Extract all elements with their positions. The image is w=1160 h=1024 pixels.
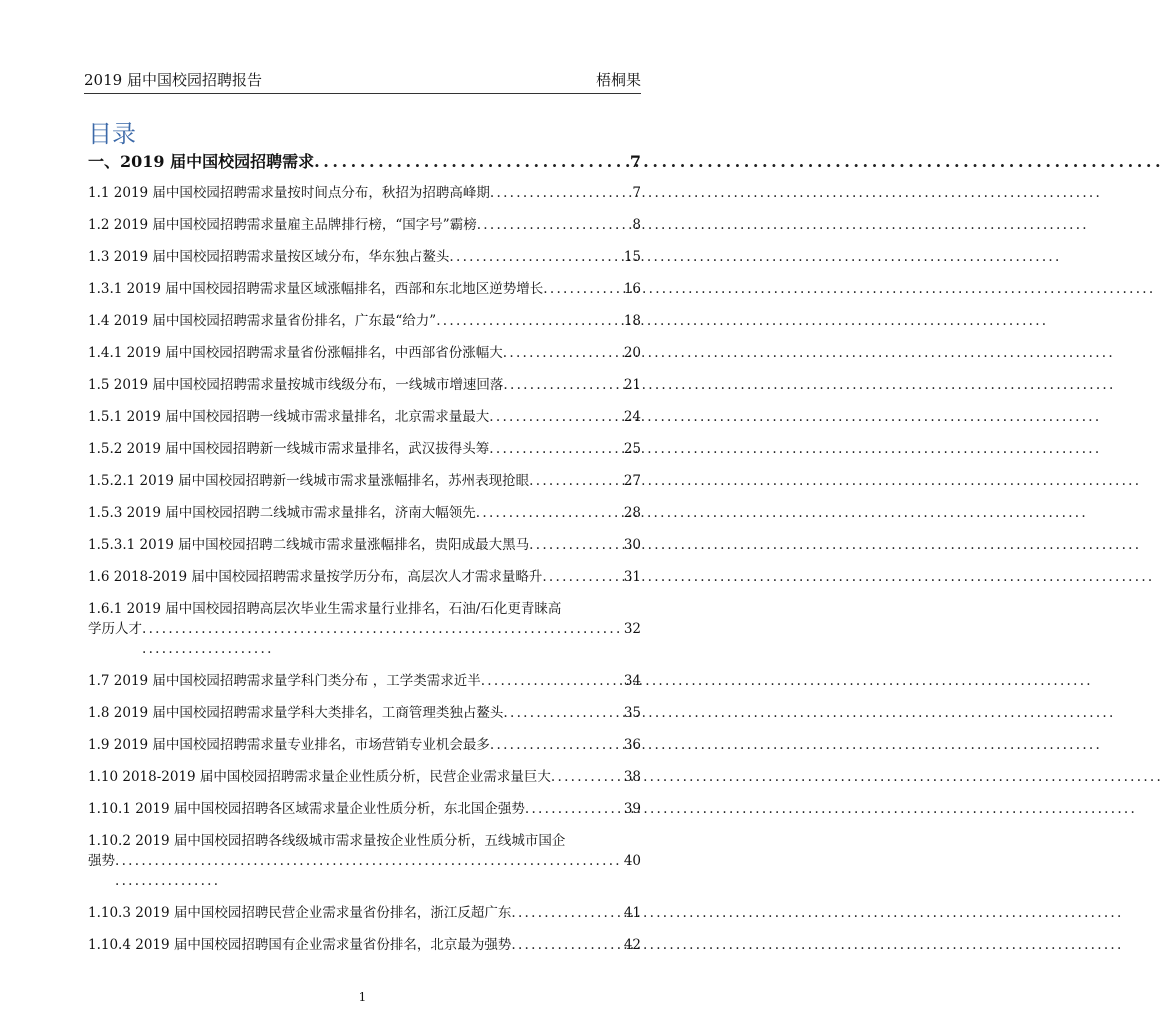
toc-entry-title: 1.3 2019 届中国校园招聘需求量按区域分布，华东独占鳌头 <box>88 249 450 265</box>
toc-entry-title: 1.5.3 2019 届中国校园招聘二线城市需求量排名，济南大幅领先 <box>88 505 476 521</box>
toc-entry-title: 1.9 2019 届中国校园招聘需求量专业排名，市场营销专业机会最多 <box>88 737 490 753</box>
toc-entry-page: 38 <box>623 769 641 785</box>
toc-title: 目录 <box>88 120 136 148</box>
toc-entry-page: 16 <box>623 281 641 297</box>
toc-entry[interactable] <box>88 728 641 760</box>
toc-entry-title: 1.2 2019 届中国校园招聘需求量雇主品牌排行榜，“国字号”霸榜 <box>88 217 477 233</box>
toc-entry-title: 1.6.1 2019 届中国校园招聘高层次毕业生需求量行业排名，石油/石化更青睐高 <box>88 601 562 617</box>
toc-entry[interactable] <box>88 150 641 176</box>
toc-entry[interactable] <box>88 696 641 728</box>
toc-entry-title: 1.5.1 2019 届中国校园招聘一线城市需求量排名，北京需求量最大 <box>88 409 490 425</box>
toc-entry-page: 18 <box>623 313 641 329</box>
toc-entry[interactable] <box>88 896 641 928</box>
toc-leader-dots <box>543 279 620 299</box>
toc-entry-title: 1.10.1 2019 届中国校园招聘各区域需求量企业性质分析，东北国企强势 <box>88 801 525 817</box>
toc-entry-page: 7 <box>632 185 641 201</box>
toc-leader-dots <box>436 311 620 331</box>
toc-entry[interactable] <box>88 464 641 496</box>
toc-leader-dots <box>511 935 619 955</box>
toc-leader-dots <box>503 703 619 723</box>
toc-leader-dots <box>476 503 620 523</box>
toc-leader-dots <box>503 375 619 395</box>
toc-leader-dots <box>490 183 628 203</box>
toc-entry[interactable] <box>88 336 641 368</box>
toc-leader-dots <box>314 152 626 172</box>
toc-entry-page: 40 <box>623 853 641 869</box>
toc-entry[interactable] <box>88 528 641 560</box>
header-brand: 梧桐果 <box>595 71 641 89</box>
toc-entry-title: 一、2019 届中国校园招聘需求 <box>88 152 315 171</box>
toc-leader-dots <box>142 619 620 659</box>
toc-entry[interactable] <box>88 592 641 664</box>
toc-entry[interactable] <box>88 664 641 696</box>
toc-leader-dots <box>490 735 620 755</box>
toc-entry-title: 1.5.2.1 2019 届中国校园招聘新一线城市需求量涨幅排名，苏州表现抢眼 <box>88 473 530 489</box>
toc-leader-dots <box>503 343 620 363</box>
toc-entry[interactable] <box>88 368 641 400</box>
toc-entry-title: 1.8 2019 届中国校园招聘需求量学科大类排名，工商管理类独占鳌头 <box>88 705 504 721</box>
toc-entry-page: 31 <box>623 569 641 585</box>
toc-entry-title: 1.1 2019 届中国校园招聘需求量按时间点分布，秋招为招聘高峰期 <box>88 185 490 201</box>
toc-entry-page: 39 <box>623 801 641 817</box>
toc-entry[interactable] <box>88 560 641 592</box>
toc-entry-page: 15 <box>623 249 641 265</box>
toc-entry-page: 30 <box>623 537 641 553</box>
toc-entry[interactable] <box>88 928 641 960</box>
toc-entry-page: 36 <box>623 737 641 753</box>
toc-entry[interactable] <box>88 824 641 896</box>
toc-entry-page: 24 <box>623 409 641 425</box>
toc-entry-title: 1.10.3 2019 届中国校园招聘民营企业需求量省份排名，浙江反超广东 <box>88 905 512 921</box>
toc-entry-title: 1.10 2018-2019 届中国校园招聘需求量企业性质分析，民营企业需求量巨大 <box>88 769 551 785</box>
toc-leader-dots <box>511 903 619 923</box>
toc-leader-dots <box>115 851 620 891</box>
toc-leader-dots <box>489 407 620 427</box>
toc-entry-page: 28 <box>623 505 641 521</box>
toc-entry[interactable] <box>88 208 641 240</box>
toc-entry-title: 1.10.2 2019 届中国校园招聘各线级城市需求量按企业性质分析，五线城市国企 <box>88 833 566 849</box>
toc-leader-dots <box>477 215 629 235</box>
toc-entry-page: 35 <box>623 705 641 721</box>
toc-leader-dots <box>489 439 620 459</box>
toc-entry-page: 21 <box>623 377 641 393</box>
table-of-contents <box>88 150 641 960</box>
toc-entry-title-continued: 学历人才 <box>88 621 142 637</box>
header-report-title: 2019 届中国校园招聘报告 <box>84 71 262 89</box>
toc-leader-dots <box>529 535 620 555</box>
page-number: 1 <box>358 990 367 1004</box>
toc-entry-title: 1.10.4 2019 届中国校园招聘国有企业需求量省份排名，北京最为强势 <box>88 937 512 953</box>
toc-entry[interactable] <box>88 272 641 304</box>
toc-leader-dots <box>542 567 619 587</box>
toc-entry-page: 7 <box>629 152 641 171</box>
toc-leader-dots <box>525 799 620 819</box>
toc-leader-dots <box>529 471 620 491</box>
toc-entry-page: 32 <box>623 621 641 637</box>
toc-entry-title: 1.5.3.1 2019 届中国校园招聘二线城市需求量涨幅排名，贵阳成最大黑马 <box>88 537 530 553</box>
toc-entry-page: 34 <box>623 673 641 689</box>
toc-entry[interactable] <box>88 432 641 464</box>
toc-leader-dots <box>551 767 620 787</box>
toc-entry-page: 20 <box>623 345 641 361</box>
page-header <box>84 64 641 94</box>
toc-entry[interactable] <box>88 760 641 792</box>
toc-entry-title-continued: 强势 <box>88 853 115 869</box>
toc-entry[interactable] <box>88 400 641 432</box>
toc-entry-page: 8 <box>632 217 641 233</box>
toc-entry-page: 27 <box>623 473 641 489</box>
toc-entry-title: 1.5 2019 届中国校园招聘需求量按城市线级分布，一线城市增速回落 <box>88 377 504 393</box>
toc-entry-page: 41 <box>623 905 641 921</box>
toc-entry[interactable] <box>88 792 641 824</box>
toc-entry-title: 1.5.2 2019 届中国校园招聘新一线城市需求量排名，武汉拔得头筹 <box>88 441 490 457</box>
toc-entry[interactable] <box>88 304 641 336</box>
toc-entry-title: 1.4.1 2019 届中国校园招聘需求量省份涨幅排名，中西部省份涨幅大 <box>88 345 503 361</box>
toc-entry[interactable] <box>88 496 641 528</box>
toc-entry-title: 1.7 2019 届中国校园招聘需求量学科门类分布 ，工学类需求近半 <box>88 673 481 689</box>
toc-entry-page: 42 <box>623 937 641 953</box>
toc-entry-title: 1.6 2018-2019 届中国校园招聘需求量按学历分布，高层次人才需求量略升 <box>88 569 543 585</box>
toc-leader-dots <box>449 247 619 267</box>
toc-leader-dots <box>481 671 620 691</box>
toc-entry[interactable] <box>88 240 641 272</box>
toc-entry-page: 25 <box>623 441 641 457</box>
toc-entry-title: 1.4 2019 届中国校园招聘需求量省份排名，广东最“给力” <box>88 313 437 329</box>
toc-entry[interactable] <box>88 176 641 208</box>
toc-entry-title: 1.3.1 2019 届中国校园招聘需求量区域涨幅排名，西部和东北地区逆势增长 <box>88 281 544 297</box>
